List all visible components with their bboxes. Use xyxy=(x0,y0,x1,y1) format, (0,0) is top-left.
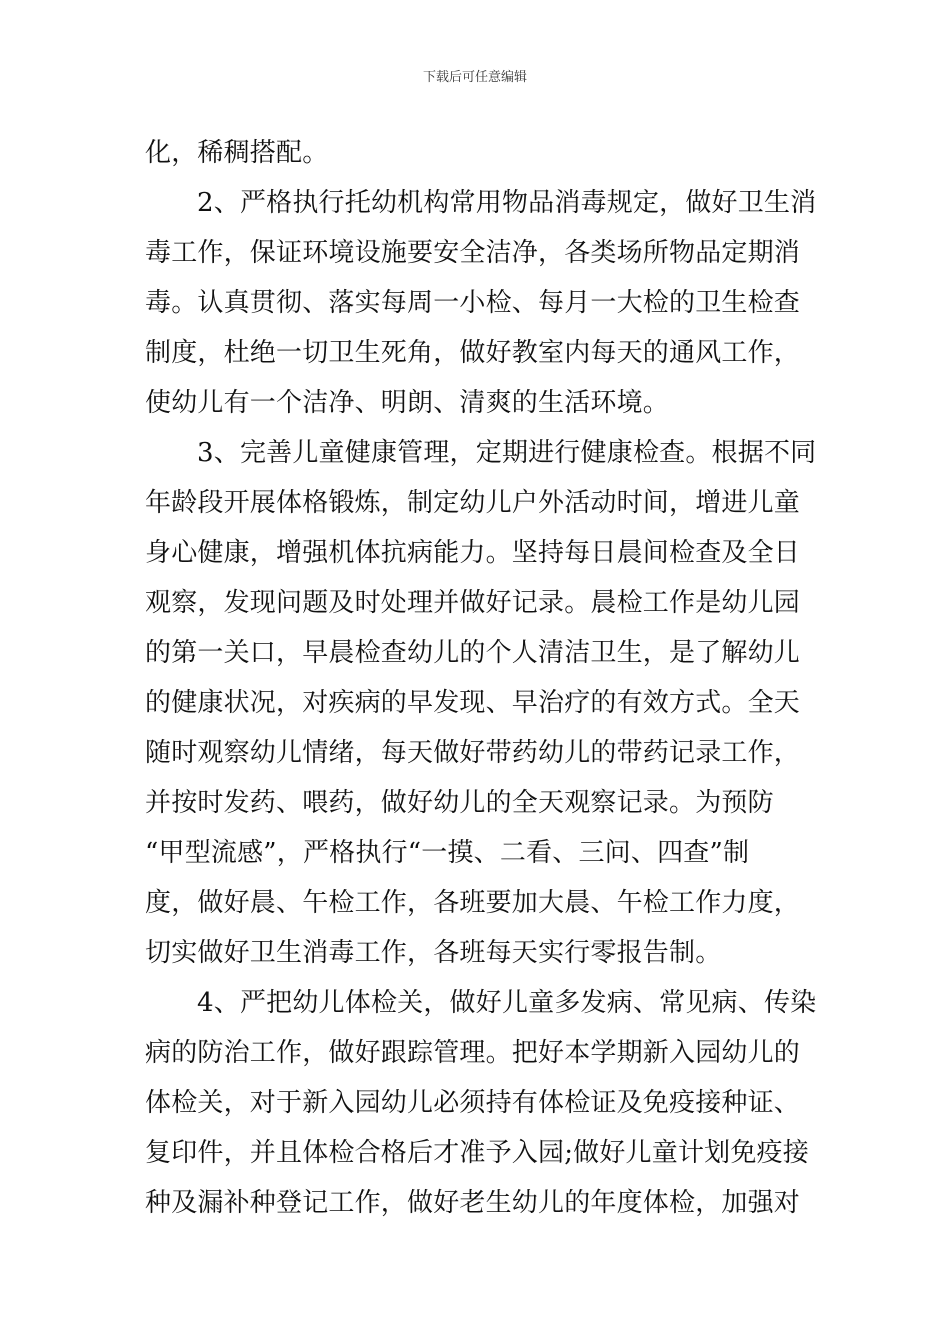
paragraph-continuation xyxy=(145,128,807,178)
text-line: 4、严把幼儿体检关，做好儿童多发病、常见病、传染 xyxy=(197,988,817,1018)
text-line: 身心健康，增强机体抗病能力。坚持每日晨间检查及全日 xyxy=(145,538,801,568)
text-line: 的健康状况，对疾病的早发现、早治疗的有效方式。全天 xyxy=(145,688,801,718)
text-line: 毒。认真贯彻、落实每周一小检、每月一大检的卫生检查 xyxy=(145,288,801,318)
text-line: 3、完善儿童健康管理，定期进行健康检查。根据不同 xyxy=(197,438,817,468)
text-line: 使幼儿有一个洁净、明朗、清爽的生活环境。 xyxy=(145,388,670,418)
text-line: 病的防治工作，做好跟踪管理。把好本学期新入园幼儿的 xyxy=(145,1038,801,1068)
page-header: 下载后可任意编辑 xyxy=(422,70,527,85)
text-line: 种及漏补种登记工作，做好老生幼儿的年度体检，加强对 xyxy=(145,1188,801,1218)
paragraph-item-3 xyxy=(145,428,817,978)
text-line: 体检关，对于新入园幼儿必须持有体检证及免疫接种证、 xyxy=(145,1088,801,1118)
text-line: 毒工作，保证环境设施要安全洁净，各类场所物品定期消 xyxy=(145,238,801,268)
text-line: 年龄段开展体格锻炼，制定幼儿户外活动时间，增进儿童 xyxy=(145,488,801,518)
text-line: 的第一关口，早晨检查幼儿的个人清洁卫生，是了解幼儿 xyxy=(145,638,801,668)
text-line: 观察，发现问题及时处理并做好记录。晨检工作是幼儿园 xyxy=(145,588,801,618)
text-line: 2、严格执行托幼机构常用物品消毒规定，做好卫生消 xyxy=(197,188,817,218)
text-line: 度，做好晨、午检工作，各班要加大晨、午检工作力度， xyxy=(145,888,801,918)
text-line: 化，稀稠搭配。 xyxy=(145,138,329,168)
text-line: 随时观察幼儿情绪，每天做好带药幼儿的带药记录工作， xyxy=(145,738,801,768)
text-line: 并按时发药、喂药，做好幼儿的全天观察记录。为预防 xyxy=(145,788,774,818)
text-line: “甲型流感”，严格执行“一摸、二看、三问、四查”制 xyxy=(145,838,750,868)
paragraph-item-4 xyxy=(145,978,817,1228)
text-line: 复印件，并且体检合格后才准予入园;做好儿童计划免疫接 xyxy=(145,1138,809,1168)
document-body xyxy=(145,128,817,1228)
text-line: 制度，杜绝一切卫生死角，做好教室内每天的通风工作， xyxy=(145,338,801,368)
paragraph-item-2 xyxy=(145,178,817,428)
text-line: 切实做好卫生消毒工作，各班每天实行零报告制。 xyxy=(145,938,722,968)
